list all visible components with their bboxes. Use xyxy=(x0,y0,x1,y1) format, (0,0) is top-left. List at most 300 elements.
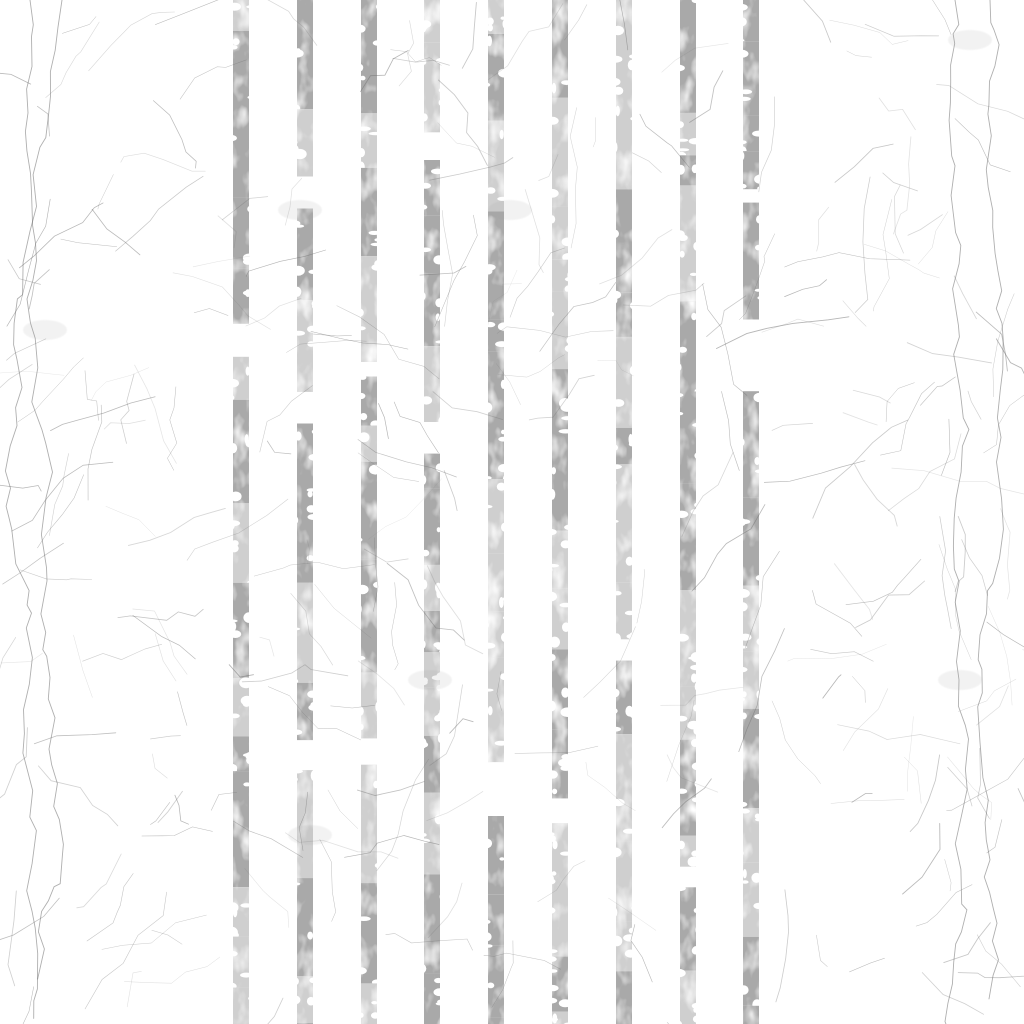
stripe-segment xyxy=(616,582,632,639)
stripe-segment xyxy=(743,652,759,709)
stripe-segment xyxy=(361,256,377,362)
wear-chip xyxy=(373,40,382,45)
wear-chip xyxy=(564,525,575,531)
wear-chip xyxy=(562,238,573,247)
stripe-segment xyxy=(297,109,313,176)
stripe-segment xyxy=(616,189,632,292)
stripe-segment xyxy=(297,770,313,878)
stripe-segment xyxy=(424,874,440,974)
wear-chip xyxy=(229,630,241,638)
wear-chip xyxy=(375,701,381,712)
wear-chip xyxy=(672,969,686,977)
stripe-segment xyxy=(488,611,504,657)
wear-chip xyxy=(675,363,682,371)
wear-chip xyxy=(739,438,745,446)
wear-chip xyxy=(690,665,703,671)
wear-chip xyxy=(692,762,705,770)
wear-chip xyxy=(292,266,305,276)
wear-chip xyxy=(292,331,305,336)
wear-chip xyxy=(309,977,317,983)
wear-chip xyxy=(671,65,685,72)
wear-chip xyxy=(677,121,684,128)
wear-chip xyxy=(548,701,556,711)
wear-chip xyxy=(623,934,636,941)
wear-chip xyxy=(737,850,744,857)
stripe-segment xyxy=(680,740,696,836)
wear-chip xyxy=(692,423,705,427)
wear-chip xyxy=(439,100,443,106)
wear-chip xyxy=(369,132,383,135)
wear-chip xyxy=(547,770,558,778)
wear-chip xyxy=(753,903,764,909)
wear-chip xyxy=(420,640,426,649)
wear-chip xyxy=(546,117,558,125)
wear-chip xyxy=(438,416,447,425)
wear-chip xyxy=(552,1013,557,1023)
wear-chip xyxy=(225,764,237,773)
stripe-segment xyxy=(552,426,568,531)
wear-chip xyxy=(371,1012,379,1018)
wear-chip xyxy=(230,714,240,719)
wear-chip xyxy=(312,429,318,434)
wear-chip xyxy=(434,988,446,996)
wear-chip xyxy=(375,863,380,867)
wear-chip xyxy=(607,78,621,86)
wear-chip xyxy=(561,707,575,717)
wear-chip xyxy=(608,727,621,732)
wear-chip xyxy=(228,3,241,11)
stripe-segment xyxy=(488,1017,504,1024)
wear-chip xyxy=(439,648,445,656)
wear-chip xyxy=(481,83,490,87)
wear-chip xyxy=(309,454,321,461)
wear-chip xyxy=(294,517,298,524)
wear-chip xyxy=(608,847,621,857)
wear-chip xyxy=(561,540,571,548)
stripe-segment xyxy=(424,793,440,875)
wear-chip xyxy=(224,135,237,142)
wear-chip xyxy=(560,852,572,856)
stripe-segment xyxy=(616,293,632,337)
wear-chip xyxy=(360,76,366,81)
wear-chip xyxy=(243,612,254,623)
wear-chip xyxy=(565,345,574,352)
wear-chip xyxy=(482,920,490,924)
wear-chip xyxy=(549,489,555,500)
stripe-segment xyxy=(680,0,696,113)
wear-chip xyxy=(437,527,441,532)
wear-chip xyxy=(546,949,558,953)
wear-chip xyxy=(495,341,509,347)
wear-chip xyxy=(228,951,238,956)
wear-chip xyxy=(239,677,253,688)
wear-chip xyxy=(623,829,636,834)
wear-chip xyxy=(611,448,616,453)
wear-chip xyxy=(566,337,574,345)
wear-chip xyxy=(501,632,512,642)
wear-chip xyxy=(552,789,557,795)
wear-chip xyxy=(692,947,700,954)
wear-chip xyxy=(756,215,763,223)
wear-chip xyxy=(243,290,255,295)
wear-chip xyxy=(358,64,363,71)
wear-chip xyxy=(500,130,504,140)
wear-chip xyxy=(355,308,364,317)
wear-chip xyxy=(741,880,748,884)
wear-chip xyxy=(614,591,622,595)
wear-chip xyxy=(693,242,701,251)
wear-chip xyxy=(755,814,761,819)
wear-chip xyxy=(359,724,363,730)
wear-chip xyxy=(691,739,699,747)
wear-chip xyxy=(479,932,491,942)
wear-chip xyxy=(609,56,622,63)
wear-chip xyxy=(292,852,297,858)
wear-chip xyxy=(740,698,745,701)
smudge xyxy=(938,670,982,690)
wear-chip xyxy=(292,140,297,144)
wear-chip xyxy=(358,148,365,157)
wear-chip xyxy=(629,632,638,641)
wear-chip xyxy=(435,340,446,343)
wear-chip xyxy=(357,127,371,132)
wear-chip xyxy=(680,251,685,258)
wear-chip xyxy=(546,907,555,913)
wear-chip xyxy=(614,87,624,95)
wear-chip xyxy=(676,716,688,722)
wear-chip xyxy=(294,978,299,985)
stripe-segment xyxy=(424,216,440,274)
wear-chip xyxy=(292,145,299,154)
wear-chip xyxy=(560,603,573,608)
stripe-segment xyxy=(361,0,377,113)
wear-chip xyxy=(500,673,510,680)
wear-chip xyxy=(737,140,746,144)
wear-chip xyxy=(565,285,574,292)
wear-chip xyxy=(611,263,615,273)
wear-chip xyxy=(488,706,493,715)
wear-chip xyxy=(422,550,430,557)
wear-chip xyxy=(355,25,366,33)
wear-chip xyxy=(543,529,557,536)
wear-chip xyxy=(437,1000,446,1004)
wear-chip xyxy=(247,96,254,99)
wear-chip xyxy=(376,4,382,9)
wear-chip xyxy=(439,708,446,718)
wear-chip xyxy=(676,148,689,151)
wear-chip xyxy=(359,375,367,380)
wear-chip xyxy=(612,907,618,917)
wear-chip xyxy=(245,434,249,444)
wear-chip xyxy=(307,932,313,940)
wear-chip xyxy=(227,519,235,530)
wear-chip xyxy=(629,442,635,446)
wear-chip xyxy=(246,367,250,376)
wear-chip xyxy=(562,622,570,632)
wear-chip xyxy=(552,841,557,850)
stripe-segment xyxy=(424,687,440,736)
wear-chip xyxy=(374,238,380,241)
wear-chip xyxy=(740,809,750,814)
stripe-segment xyxy=(616,734,632,841)
wear-chip xyxy=(759,833,765,843)
wear-chip xyxy=(293,225,304,228)
wear-chip xyxy=(433,255,444,264)
wear-chip xyxy=(307,341,315,347)
wear-chip xyxy=(226,927,238,938)
wear-chip xyxy=(307,505,316,513)
stripe-segment xyxy=(743,937,759,1006)
smudge xyxy=(278,200,322,220)
wear-chip xyxy=(743,869,747,878)
wear-chip xyxy=(612,936,623,947)
wear-chip xyxy=(678,841,685,850)
wear-chip xyxy=(485,322,495,327)
wear-chip xyxy=(626,557,634,566)
wear-chip xyxy=(612,26,624,35)
wear-chip xyxy=(501,523,507,532)
stripe-segment xyxy=(680,484,696,590)
stripe-segment xyxy=(743,1006,759,1024)
wear-chip xyxy=(240,973,252,978)
wear-chip xyxy=(630,117,635,120)
wear-chip xyxy=(231,622,236,631)
wear-chip xyxy=(676,789,687,794)
wear-chip xyxy=(360,413,367,420)
wear-chip xyxy=(738,97,751,101)
wear-chip xyxy=(611,689,620,698)
wear-chip xyxy=(288,882,301,885)
stripe-segment xyxy=(616,337,632,428)
wear-chip xyxy=(691,673,697,682)
wear-chip xyxy=(308,270,319,274)
wear-chip xyxy=(558,759,572,767)
wear-chip xyxy=(501,380,506,389)
wear-chip xyxy=(735,50,748,58)
wear-chip xyxy=(308,514,320,520)
wear-chip xyxy=(609,229,619,238)
wear-chip xyxy=(484,944,492,947)
stripe-segment xyxy=(680,185,696,301)
smudge xyxy=(948,30,992,50)
wear-chip xyxy=(435,298,443,307)
wear-chip xyxy=(692,797,704,802)
wear-chip xyxy=(740,152,744,161)
wear-chip xyxy=(359,656,365,660)
wear-chip xyxy=(561,688,569,698)
wear-chip xyxy=(480,505,493,509)
wear-chip xyxy=(545,564,559,568)
wear-chip xyxy=(552,595,557,599)
wear-chip xyxy=(549,637,560,648)
wear-chip xyxy=(498,464,510,472)
wear-chip xyxy=(609,520,619,523)
wear-chip xyxy=(290,769,303,774)
wear-chip xyxy=(740,89,752,94)
wear-chip xyxy=(231,540,238,546)
wear-chip xyxy=(752,131,765,137)
wear-chip xyxy=(354,967,367,974)
wear-chip xyxy=(560,402,574,412)
wear-chip xyxy=(694,908,699,913)
wear-chip xyxy=(610,708,618,714)
wear-chip xyxy=(739,184,746,189)
wear-chip xyxy=(757,296,765,300)
wear-chip xyxy=(420,113,428,121)
wear-chip xyxy=(225,619,238,622)
wear-chip xyxy=(230,45,238,49)
wear-chip xyxy=(739,634,751,641)
wear-chip xyxy=(498,69,511,78)
wear-chip xyxy=(757,638,767,646)
wear-chip xyxy=(613,399,625,407)
wear-chip xyxy=(358,1013,363,1018)
wear-chip xyxy=(631,906,635,911)
wear-chip xyxy=(690,273,697,276)
wear-chip xyxy=(630,365,639,375)
wear-chip xyxy=(561,80,572,85)
wear-chip xyxy=(484,622,488,628)
wear-chip xyxy=(548,567,553,573)
wear-chip xyxy=(613,633,621,644)
wear-chip xyxy=(693,705,700,712)
wear-chip xyxy=(371,243,383,246)
stripe-segment xyxy=(616,661,632,735)
stripe-segment xyxy=(361,560,377,673)
wear-chip xyxy=(687,721,701,730)
wear-chip xyxy=(675,634,689,642)
wear-chip xyxy=(559,999,572,1007)
wear-chip xyxy=(567,271,573,280)
wear-chip xyxy=(233,907,237,917)
stripe-segment xyxy=(233,937,249,988)
wear-chip xyxy=(357,393,366,399)
wear-chip xyxy=(497,483,506,491)
wear-chip xyxy=(482,643,496,649)
wear-chip xyxy=(548,654,556,661)
wear-chip xyxy=(612,479,616,487)
wear-chip xyxy=(678,235,688,241)
wear-chip xyxy=(373,781,379,788)
wear-chip xyxy=(625,950,637,958)
wear-chip xyxy=(230,492,242,502)
wear-chip xyxy=(487,983,494,989)
wear-chip xyxy=(420,579,427,589)
wear-chip xyxy=(431,169,444,175)
wear-chip xyxy=(677,412,683,415)
wear-chip xyxy=(625,706,633,717)
wear-chip xyxy=(735,4,748,11)
wear-chip xyxy=(357,916,371,921)
wear-chip xyxy=(308,491,313,498)
wear-chip xyxy=(561,754,571,760)
stripe-segment xyxy=(743,709,759,808)
smudge xyxy=(288,825,332,845)
wear-chip xyxy=(549,215,555,223)
wear-chip xyxy=(736,589,750,598)
wear-chip xyxy=(486,187,496,194)
wear-chip xyxy=(754,393,766,403)
wear-chip xyxy=(307,488,317,492)
wear-chip xyxy=(736,17,746,26)
wear-chip xyxy=(544,998,557,1004)
wear-chip xyxy=(355,326,365,330)
wear-chip xyxy=(737,602,747,611)
wear-chip xyxy=(307,691,317,698)
wear-chip xyxy=(483,264,496,270)
wear-chip xyxy=(228,443,237,453)
wear-chip xyxy=(693,1016,701,1023)
wear-chip xyxy=(608,464,622,469)
wear-chip xyxy=(371,264,383,271)
wear-chip xyxy=(498,322,510,330)
wear-chip xyxy=(628,60,635,70)
wear-chip xyxy=(678,347,687,353)
wear-chip xyxy=(677,139,688,142)
wear-chip xyxy=(736,667,747,672)
wear-chip xyxy=(755,469,768,473)
wear-chip xyxy=(677,165,685,175)
wear-chip xyxy=(420,205,428,210)
wear-chip xyxy=(503,616,508,620)
wear-chip xyxy=(741,691,746,697)
wear-chip xyxy=(292,287,301,297)
wear-chip xyxy=(240,903,252,907)
wear-chip xyxy=(438,734,442,743)
wear-chip xyxy=(369,231,381,235)
smudge xyxy=(488,200,532,220)
wear-chip xyxy=(544,311,554,317)
wear-chip xyxy=(688,657,699,660)
stripe-segment xyxy=(233,357,249,400)
wear-chip xyxy=(495,741,508,746)
smudge xyxy=(408,670,452,690)
wear-chip xyxy=(354,538,362,543)
wear-chip xyxy=(503,597,507,601)
wear-chip xyxy=(291,729,302,735)
wear-chip xyxy=(561,416,575,420)
wear-chip xyxy=(551,871,556,875)
wear-chip xyxy=(422,833,427,837)
wear-chip xyxy=(546,985,558,991)
wear-chip xyxy=(739,985,749,994)
wear-chip xyxy=(249,779,254,786)
wear-chip xyxy=(499,857,504,860)
wear-chip xyxy=(483,689,494,692)
wear-chip xyxy=(440,893,444,900)
wear-chip xyxy=(369,465,382,475)
wear-chip xyxy=(754,714,768,720)
wear-chip xyxy=(246,5,255,8)
wear-chip xyxy=(551,467,556,474)
wear-chip xyxy=(632,1004,637,1009)
stripe-segment xyxy=(297,878,313,976)
stripe-segment xyxy=(488,816,504,895)
wear-chip xyxy=(356,706,363,716)
wear-chip xyxy=(695,682,701,691)
stripe-segment xyxy=(424,346,440,422)
wear-chip xyxy=(498,437,508,442)
wear-chip xyxy=(295,431,301,440)
stripe-segment xyxy=(361,113,377,168)
wear-chip xyxy=(689,138,703,144)
wear-chip xyxy=(501,430,505,435)
wear-chip xyxy=(311,770,316,780)
stripe-segment xyxy=(680,971,696,1024)
wear-chip xyxy=(248,996,255,1000)
stripe-segment xyxy=(488,34,504,121)
smudge xyxy=(23,320,67,340)
